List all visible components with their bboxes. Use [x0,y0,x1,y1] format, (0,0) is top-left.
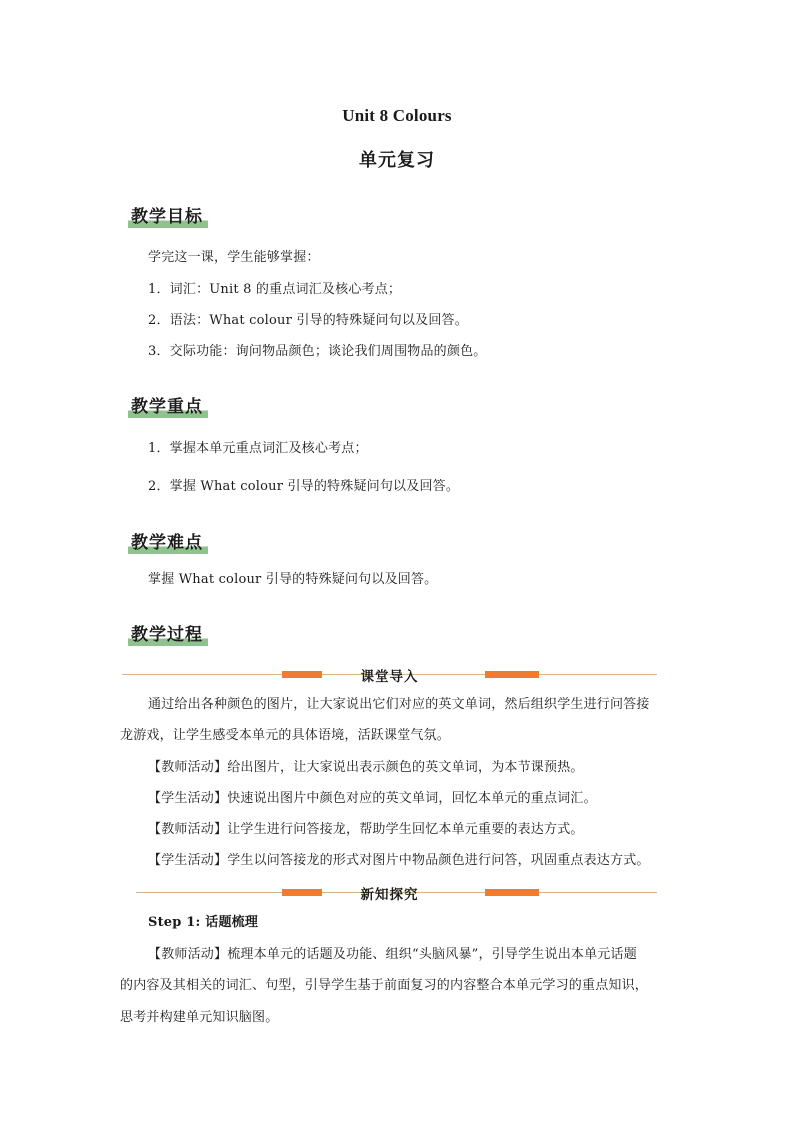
section-label-intro: 课堂导入 [360,669,419,685]
section-divider-intro [122,664,657,684]
process-heading: 教学过程 [128,620,208,646]
section-divider-explore [122,882,657,902]
lesson-title: 单元复习 [359,150,435,171]
section-label-explore: 新知探究 [360,887,419,903]
unit-title: Unit 8 Colours [342,106,452,125]
goals-item-2: 2．语法：What colour 引导的特殊疑问句以及回答。 [148,313,468,328]
activity-teacher-2: 【教师活动】让学生进行问答接龙，帮助学生回忆本单元重要的表达方式。 [148,822,584,837]
goals-item-3: 3．交际功能：询问物品颜色；谈论我们周围物品的颜色。 [148,344,487,359]
key-point-item-2: 2．掌握 What colour 引导的特殊疑问句以及回答。 [148,479,460,494]
intro-paragraph-line-1: 通过给出各种颜色的图片，让大家说出它们对应的英文单词，然后组织学生进行问答接 [148,697,650,712]
goals-item-1: 1．词汇：Unit 8 的重点词汇及核心考点； [148,282,402,297]
goals-intro: 学完这一课，学生能够掌握： [148,250,320,265]
activity-teacher-1: 【教师活动】给出图片，让大家说出表示颜色的英文单词，为本节课预热。 [148,760,584,775]
explore-paragraph-line-2: 的内容及其相关的词汇、句型，引导学生基于前面复习的内容整合本单元学习的重点知识， [120,978,649,993]
activity-student-1: 【学生活动】快速说出图片中颜色对应的英文单词，回忆本单元的重点词汇。 [148,791,597,806]
step-1-title: Step 1: 话题梳理 [148,915,259,930]
activity-student-2: 【学生活动】学生以问答接龙的形式对图片中物品颜色进行问答，巩固重点表达方式。 [148,853,650,868]
explore-paragraph-line-1: 【教师活动】梳理本单元的话题及功能、组织“头脑风暴”，引导学生说出本单元话题 [148,947,637,962]
key-points-heading: 教学重点 [128,392,208,418]
intro-paragraph-line-2: 龙游戏，让学生感受本单元的具体语境，活跃课堂气氛。 [120,728,451,743]
difficulties-heading: 教学难点 [128,528,208,554]
explore-paragraph-line-3: 思考并构建单元知识脑图。 [120,1010,279,1025]
key-point-item-1: 1．掌握本单元重点词汇及核心考点； [148,441,368,456]
goals-heading: 教学目标 [128,202,208,228]
difficulties-text: 掌握 What colour 引导的特殊疑问句以及回答。 [148,572,438,587]
